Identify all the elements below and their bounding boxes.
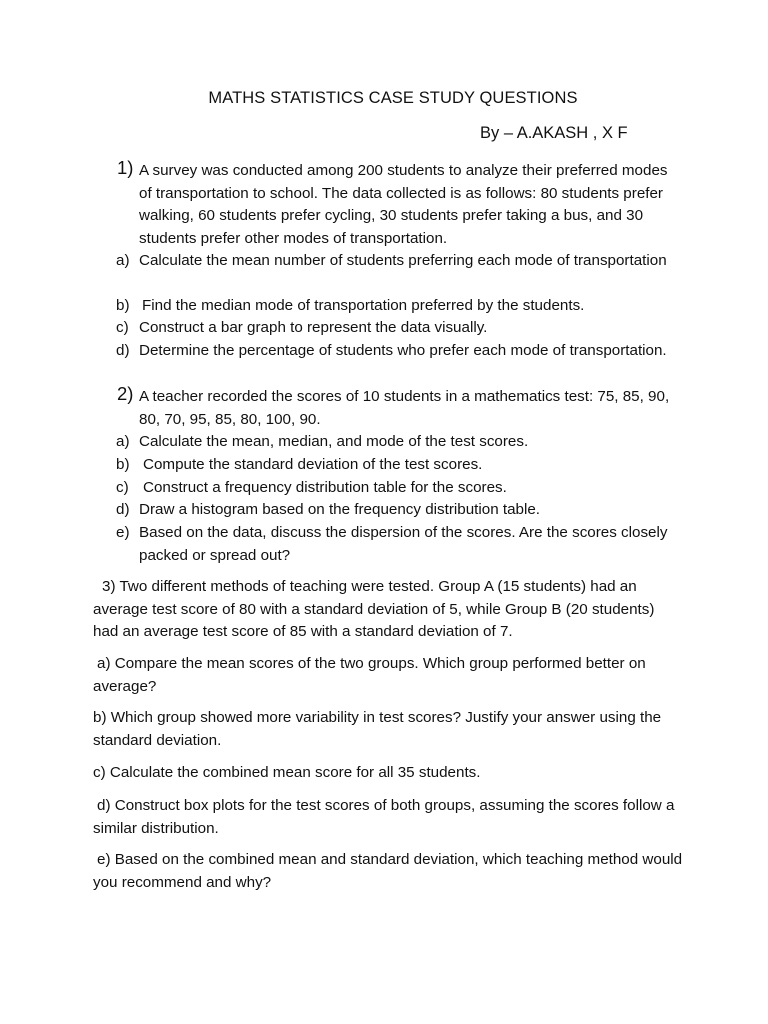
part-text: Draw a histogram based on the frequency distribution table. — [139, 501, 541, 518]
question-number: 1) — [117, 157, 134, 178]
question-3-part-b: b) Which group showed more variability in test scores? Justify your answer using the standard deviation. — [93, 709, 662, 749]
author-line: By – A.AKASH , X F — [480, 124, 628, 142]
question-2-part-b — [116, 454, 671, 477]
question-number: 2) — [117, 383, 134, 404]
question-text: A teacher recorded the scores of 10 students in a mathematics test: 75, 85, 90, 80, 70, 95, 85, 80, 100, 90. — [139, 388, 670, 428]
question-2-part-e — [116, 522, 671, 567]
part-label: d) — [116, 501, 130, 518]
part-label: c) — [116, 479, 129, 496]
question-2 — [112, 383, 672, 431]
part-label: b) — [116, 297, 130, 314]
part-label: b) — [116, 456, 130, 473]
part-label: d) — [116, 342, 130, 359]
question-1 — [112, 157, 672, 250]
part-text: Based on the data, discuss the dispersion of the scores. Are the scores closely packed or spread out? — [139, 524, 668, 564]
question-3-text: 3) Two different methods of teaching were tested. Group A (15 students) had an average test score of 80 with a standard deviation of 5, while Group B (20 students) had an average test score of 85 with a standard deviation of 7. — [93, 578, 655, 640]
part-text: Calculate the mean number of students preferring each mode of transportation — [139, 252, 667, 269]
part-text: Compute the standard deviation of the test scores. — [143, 456, 483, 473]
question-2-part-d — [116, 499, 671, 522]
part-text: Find the median mode of transportation preferred by the students. — [142, 297, 585, 314]
question-3-part-d: d) Construct box plots for the test scores of both groups, assuming the scores follow a similar distribution. — [93, 797, 675, 837]
part-text: Construct a bar graph to represent the data visually. — [139, 319, 488, 336]
part-text: Calculate the mean, median, and mode of the test scores. — [139, 433, 529, 450]
question-2-part-a — [116, 431, 671, 454]
question-3-part-c: c) Calculate the combined mean score for all 35 students. — [93, 764, 481, 781]
question-1-part-b — [116, 295, 671, 318]
part-label: e) — [116, 524, 130, 541]
part-text: Determine the percentage of students who prefer each mode of transportation. — [139, 342, 667, 359]
part-label: a) — [116, 433, 130, 450]
part-label: c) — [116, 319, 129, 336]
question-1-part-d — [116, 340, 671, 363]
page-title: MATHS STATISTICS CASE STUDY QUESTIONS — [208, 89, 578, 107]
part-label: a) — [116, 252, 130, 269]
question-3-part-e: e) Based on the combined mean and standard deviation, which teaching method would you recommend and why? — [93, 851, 683, 891]
question-text: A survey was conducted among 200 students to analyze their preferred modes of transportation to school. The data collected is as follows: 80 students prefer walking, 60 students prefer cycling, 30 students prefer taking a bus, and 30 students prefer other modes of transportation. — [139, 162, 668, 247]
question-2-part-c — [116, 477, 671, 500]
question-3-part-a: a) Compare the mean scores of the two groups. Which group performed better on average? — [93, 655, 646, 695]
question-1-part-c — [116, 317, 671, 340]
question-1-part-a — [116, 250, 671, 273]
part-text: Construct a frequency distribution table for the scores. — [143, 479, 507, 496]
